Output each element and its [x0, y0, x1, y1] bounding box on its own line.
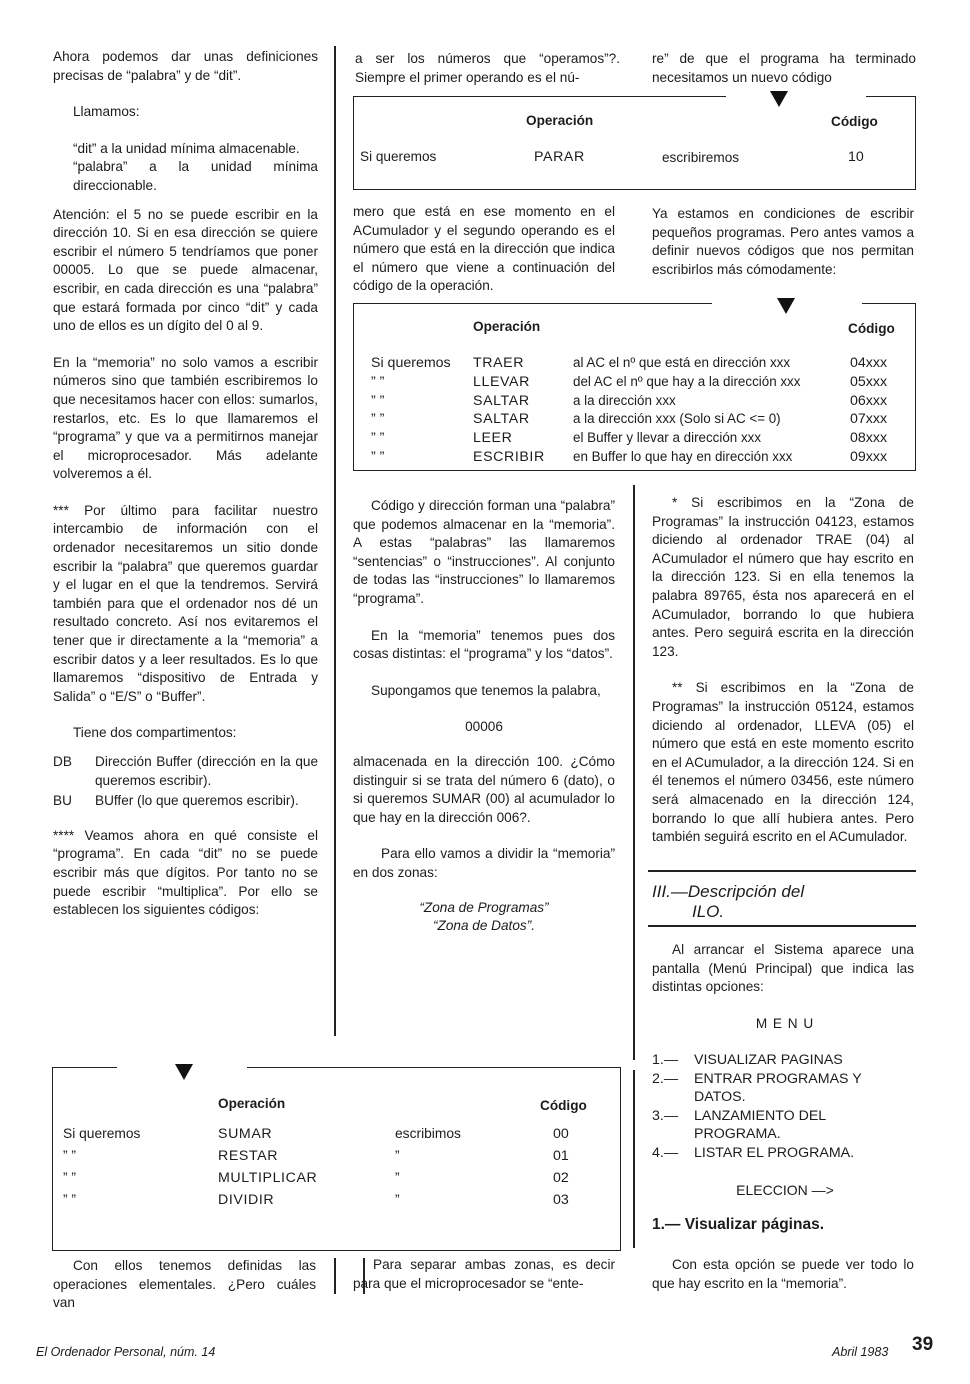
page-number: 39	[912, 1334, 934, 1355]
paragraph: En la “memoria” tenemos pues dos cosas distintas: el “programa” y los “datos”.	[353, 627, 615, 662]
header-codigo: Código	[848, 321, 895, 336]
column-2-body	[353, 497, 615, 936]
table-cell-verb: ”	[395, 1192, 400, 1207]
menu-item-number: 2.—	[652, 1070, 679, 1087]
column-2-top: a ser los números que “operamos”?. Siempre el primer operando es el nú-	[355, 51, 620, 85]
menu-item-number: 1.—	[652, 1052, 679, 1068]
paragraph: Supongamos que tenemos la palabra,	[371, 682, 601, 698]
table-cell-op: LEER	[473, 430, 513, 446]
table-cell-code: 06xxx	[850, 393, 888, 409]
paragraph: Código y dirección forman una “palabra” que podemos almacenar en la “memoria”. A estas “palabras” las llamaremos “sentencias” o “instrucciones”. Al conjunto de todas las “instrucciones” lo llamaremos “programa”.	[353, 498, 615, 606]
table-cell-code: 01	[553, 1148, 569, 1164]
cell-verb: escribiremos	[662, 150, 740, 165]
table-cell-code: 02	[553, 1170, 569, 1186]
table-cell-desc: a la dirección xxx	[573, 393, 676, 408]
paragraph: Atención: el 5 no se puede escribir en la dirección 10. Si en esa dirección se quiere escribir el número 5 tendríamos que poner 00005. Lo que se puede almacenar, escribir, en cada dirección es una “palabra” que estará formada por cinco “dit” y cada uno de ellos es un dígito del 0 al 9.	[53, 206, 318, 334]
definition-row	[53, 753, 318, 790]
table-cell-op: SUMAR	[218, 1126, 273, 1142]
table-cell-desc: del AC el nº que hay a la dirección xxx	[573, 374, 801, 389]
table-cell-op: TRAER	[473, 355, 525, 371]
table-cell-op: SALTAR	[473, 393, 530, 409]
column-3-top: re” de que el programa ha terminado necesitamos un nuevo código	[652, 51, 916, 85]
term-bu: BU	[53, 793, 72, 809]
menu-item-number: 3.—	[652, 1107, 679, 1124]
footer-magazine: El Ordenador Personal, núm. 14	[36, 1345, 216, 1359]
column-3-intro: Al arrancar el Sistema aparece una pantalla (Menú Principal) que indica las distintas opciones:	[652, 942, 914, 995]
column-3-body	[652, 494, 914, 847]
table-cell-code: 07xxx	[850, 411, 888, 427]
table-cell-code: 09xxx	[850, 449, 888, 465]
cell-lead: Si queremos	[360, 149, 437, 164]
section-rule	[648, 870, 916, 872]
section-heading	[652, 882, 804, 922]
paragraph: ** Si escribimos en la “Zona de Programas” la instrucción 05124, estamos diciendo al ordenador, LLEVA (05) el número que está en este momento escrito en el ACumulador, a la dirección 124. Si en él tenemos el número 03456, este número será almacenado en la dirección 124, borrando lo que allí hubiera antes. Pero también seguirá escrito en el ACumulador.	[652, 680, 914, 845]
section-heading-line: ILO.	[692, 902, 725, 921]
menu-item-label: ENTRAR PROGRAMAS Y DATOS.	[694, 1070, 862, 1106]
table-cell-op: MULTIPLICAR	[218, 1170, 318, 1186]
table-stop-code	[353, 96, 916, 190]
column-divider	[633, 485, 635, 1060]
example-number: 00006	[465, 719, 503, 735]
cell-code: 10	[848, 149, 864, 165]
subheading: 1.— Visualizar páginas.	[652, 1216, 825, 1233]
term-db-definition: Dirección Buffer (dirección en la que queremos escribir).	[95, 754, 318, 788]
menu-item	[652, 1070, 914, 1107]
column-1-bottom: Con ellos tenemos definidas las operaciones elementales. ¿Pero cuáles van	[53, 1258, 316, 1311]
paragraph: **** Veamos ahora en qué consiste el “programa”. En cada “dit” no se puede escribir más que dígitos. Por tanto no se puede escribir “multiplica”. Por ello se establecen los siguientes códigos:	[53, 827, 318, 918]
paragraph: * Si escribimos en la “Zona de Programas” la instrucción 04123, estamos diciendo al ordenador TRAE (04) al ACumulador el número que hay escrito en la dirección 123. Si en ella tenemos la palabra 89765, ésta nos aparecerá en el ACumulador, borrando lo que hubiera antes. Pero seguirá escrita en la dirección 123.	[652, 495, 914, 659]
table-cell-lead: ” ”	[371, 411, 385, 427]
cell-op: PARAR	[534, 149, 585, 165]
table-cell-lead: ” ”	[371, 430, 385, 446]
table-cell-lead: ” ”	[63, 1148, 77, 1163]
table-cell-lead: ” ”	[63, 1192, 77, 1207]
table-cell-desc: el Buffer y llevar a dirección xxx	[573, 430, 762, 445]
table-cell-lead: ” ”	[371, 374, 385, 390]
column-divider	[334, 1258, 336, 1294]
table-cell-desc: a la dirección xxx (Solo si AC <= 0)	[573, 411, 781, 426]
menu-title: M E N U	[755, 1016, 815, 1031]
menu-item-label: LANZAMIENTO DEL PROGRAMA.	[694, 1107, 826, 1143]
header-codigo: Código	[540, 1098, 587, 1113]
menu-item-number: 4.—	[652, 1144, 679, 1161]
table-cell-op: DIVIDIR	[218, 1192, 275, 1208]
column-2-mid: mero que está en ese momento en el ACumulador y el segundo operando es el número que está en la dirección que indica el número que viene a continuación del código de la operación.	[353, 204, 615, 294]
column-2-bottom: Para separar ambas zonas, es decir para que el microprocesador se “ente-	[353, 1257, 615, 1291]
menu-item	[652, 1107, 914, 1144]
paragraph: Ahora podemos dar unas definiciones precisas de “palabra” y de “dit”.	[53, 49, 318, 83]
column-3-mid: Ya estamos en condiciones de escribir pequeños programas. Pero antes vamos a definir nuevos códigos que nos permitan escribirlos más cómodamente:	[652, 206, 914, 277]
column-3-bottom: Con esta opción se puede ver todo lo que hay escrito en la “memoria”.	[652, 1257, 914, 1291]
header-operacion: Operación	[218, 1096, 286, 1111]
table-cell-code: 08xxx	[850, 430, 888, 446]
paragraph: Llamamos:	[73, 104, 140, 120]
header-operacion: Operación	[526, 113, 594, 128]
table-cell-op: RESTAR	[218, 1148, 279, 1164]
zone-datos: “Zona de Datos”.	[433, 918, 535, 934]
table-instruction-codes	[353, 303, 916, 471]
table-cell-lead: ” ”	[63, 1170, 77, 1185]
table-cell-code: 04xxx	[850, 355, 888, 371]
table-cell-desc: en Buffer lo que hay en dirección xxx	[573, 449, 793, 464]
section-heading-line: III.—Descripción del	[652, 882, 805, 901]
term-bu-definition: BUffer (lo que queremos escribir).	[95, 793, 299, 809]
term-db: DB	[53, 754, 72, 769]
table-cell-op: LLEVAR	[473, 374, 530, 390]
column-1-top	[53, 48, 318, 920]
table-cell-lead: ” ”	[371, 393, 385, 409]
paragraph: Para ello vamos a dividir la “memoria” en dos zonas:	[353, 846, 615, 880]
menu-item-label: VISUALIZAR PAGINAS	[694, 1052, 843, 1068]
paragraph: Tiene dos compartimentos:	[73, 725, 237, 741]
table-cell-lead: Si queremos	[63, 1126, 141, 1141]
header-codigo: Código	[831, 114, 878, 129]
footer-date: Abril 1983	[832, 1345, 889, 1359]
menu-item-label: LISTAR EL PROGRAMA.	[694, 1144, 855, 1161]
menu-item	[652, 1051, 914, 1070]
header-operacion: Operación	[473, 319, 541, 334]
menu-list	[652, 1051, 914, 1163]
table-operation-codes	[52, 1067, 621, 1251]
table-cell-lead: ” ”	[371, 449, 385, 465]
paragraph: En la “memoria” no solo vamos a escribir números sino que también escribiremos lo que necesitamos hacer con ellos: sumarlos, restarlos, etc. Es lo que llamaremos el “programa” y que va a permitirnos manejar el microprocesador. Más adelante volveremos a él.	[53, 354, 318, 482]
eleccion-prompt: ELECCION —>	[736, 1182, 834, 1198]
table-cell-code: 00	[553, 1126, 569, 1142]
arrow-down-icon	[770, 91, 788, 107]
table-cell-desc: al AC el nº que está en dirección xxx	[573, 355, 791, 370]
table-cell-verb: ”	[395, 1148, 400, 1163]
table-cell-code: 05xxx	[850, 374, 888, 390]
arrow-down-icon	[777, 298, 795, 314]
table-cell-op: SALTAR	[473, 411, 530, 427]
column-divider	[633, 1070, 635, 1248]
paragraph: *** Por último para facilitar nuestro intercambio de información con el ordenador necesitaremos un sitio donde escribir la “palabra” que queremos guardar y el lugar en el que la tendremos. Servirá también para que el ordenador nos dé un resultado concreto. Así nos evitaremos el tener que ir directamente a la “memoria” a escribir datos y a leer resultados. Es lo que llamaremos “dispositivo de Entrada y Salida” o “E/S” o “Buffer”.	[53, 502, 318, 704]
table-cell-op: ESCRIBIR	[473, 449, 545, 465]
zone-programas: “Zona de Programas”	[419, 899, 549, 915]
table-cell-lead: Si queremos	[371, 355, 451, 371]
paragraph: almacenada en la dirección 100. ¿Cómo distinguir si se trata del número 6 (dato), o si queremos SUMAR (00) al acumulador lo que hay en la dirección 006?.	[353, 753, 615, 825]
definition-dit: “dit” a la unidad mínima almacenable.	[73, 140, 300, 156]
table-cell-code: 03	[553, 1192, 569, 1208]
section-rule	[648, 925, 916, 927]
table-cell-verb: escribimos	[395, 1126, 461, 1141]
menu-item	[652, 1144, 914, 1163]
definition-palabra: “palabra” a la unidad mínima direccionable.	[73, 159, 318, 193]
table-cell-verb: ”	[395, 1170, 400, 1185]
definition-row	[53, 792, 318, 811]
arrow-down-icon	[175, 1064, 193, 1080]
column-divider	[334, 46, 336, 1036]
